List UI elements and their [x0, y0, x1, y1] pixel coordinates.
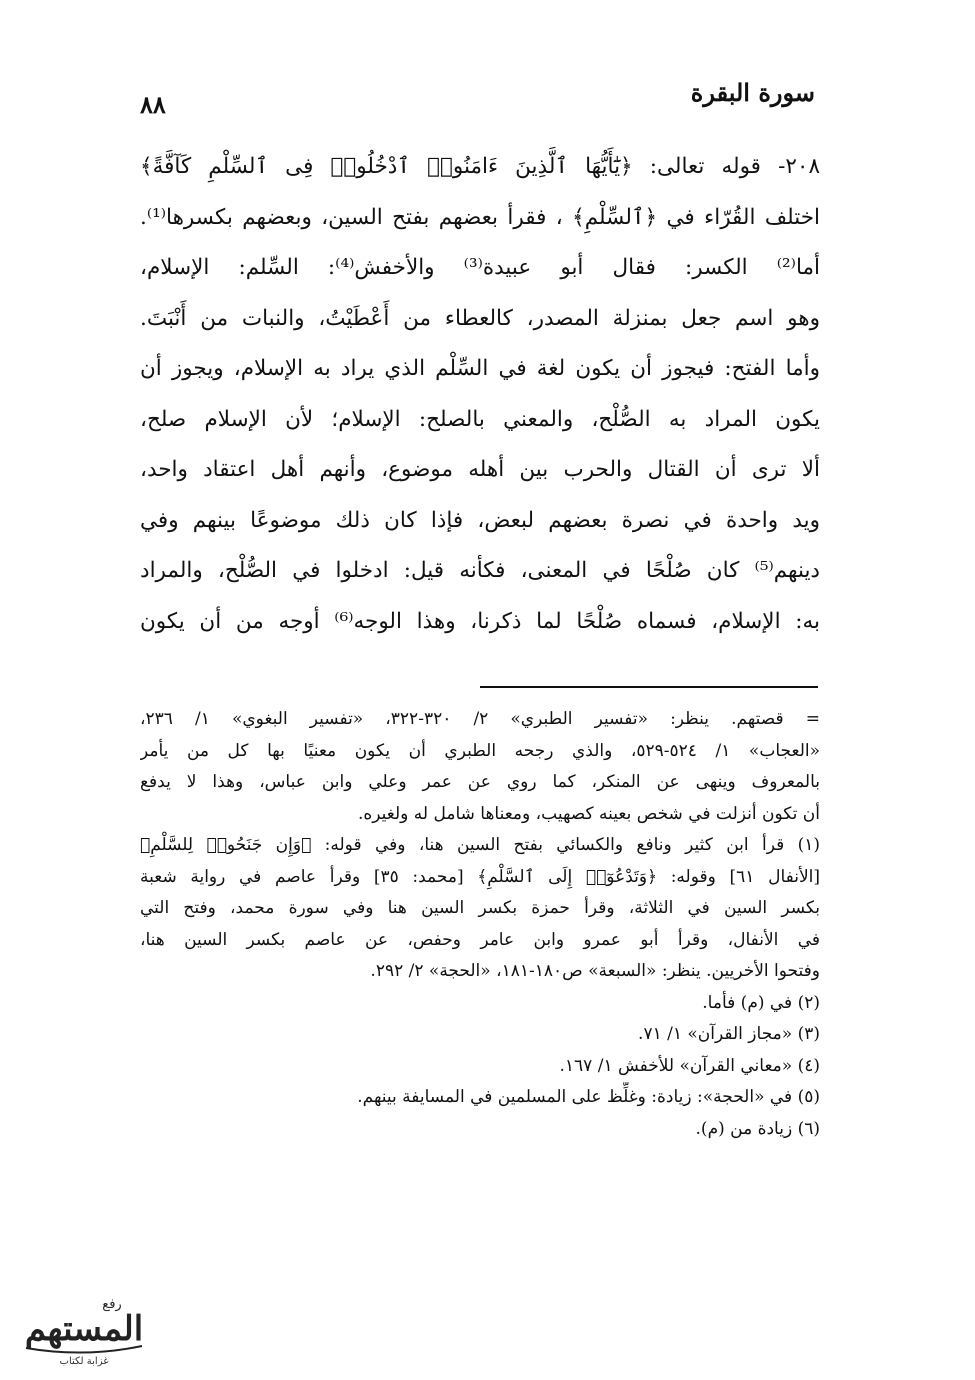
main-line: وأما الفتح: فيجوز أن يكون لغة في السِّلْم الذي يراد به الإسلام، ويجوز أن	[140, 356, 820, 381]
logo-main-text: المستهم	[24, 1309, 144, 1349]
main-line: ويد واحدة في نصرة بعضهم لبعض، فإذا كان ذلك موضوعًا بينهم وفي	[140, 507, 820, 533]
footnote-line: (٤) «معاني القرآن» للأخفش ١/ ١٦٧.	[559, 1055, 820, 1076]
page-header	[140, 78, 815, 118]
surah-title: سورة البقرة	[690, 78, 815, 107]
main-line: وهو اسم جعل بمنزلة المصدر، كالعطاء من أَعْطَيْتُ، والنبات من أَنْبَتَ.	[140, 305, 820, 331]
main-line: ألا ترى أن القتال والحرب بين أهله موضوع، وأنهم أهل اعتقاد واحد،	[140, 457, 820, 482]
footnote-line: (١) قرأ ابن كثير ونافع والكسائي بفتح السين هنا، وفي قوله: ﴿وَإِن جَنَحُوا۟ لِلسَّلْمِ﴾	[140, 835, 820, 855]
footnote-line: في الأنفال، وقرأ أبو عمرو وابن عامر وحفص، عن عاصم بكسر السين هنا،	[140, 929, 820, 950]
footnote-line: = قصتهم. ينظر: «تفسير الطبري» ٢/ ٣٢٠-٣٢٢، «تفسير البغوي» ١/ ٢٣٦،	[140, 709, 820, 729]
footnotes	[140, 704, 820, 1145]
footnote-line: أن تكون أنزلت في شخص بعينه كصهيب، ومعناها شامل له ولغيره.	[357, 803, 820, 824]
main-text	[140, 142, 820, 647]
footnote-line: بكسر السين في الثلاثة، وقرأ حمزة بكسر السين هنا وفي سورة محمد، وفتح التي	[140, 898, 820, 918]
footnote-line: بالمعروف وينهى عن المنكر، كما روي عن عمر وعلي وابن عباس، وهذا لا يدفع	[140, 772, 820, 792]
main-line: اختلف القُرّاء في ﴿ٱلسِّلْمِ﴾ ، فقرأ بعضهم بفتح السين، وبعضهم بكسرها⁽¹⁾.	[140, 204, 820, 230]
footnote-line: (٦) زيادة من (م).	[695, 1118, 820, 1139]
footnote-line: وفتحوا الأخريين. ينظر: «السبعة» ص١٨٠-١٨١، «الحجة» ٢/ ٢٩٢.	[370, 961, 820, 981]
main-line: يكون المراد به الصُّلْح، والمعني بالصلح: الإسلام؛ لأن الإسلام صلح،	[140, 406, 820, 432]
page-number: ٨٨	[140, 90, 166, 119]
footnote-line: (٥) في «الحجة»: زيادة: وغلِّظ على المسلمين في المسايفة بينهم.	[357, 1087, 820, 1107]
footnote-line: «العجاب» ١/ ٥٢٤-٥٢٩، والذي رجحه الطبري أن يكون معنيًا بها كل من يأمر	[140, 740, 820, 761]
publisher-logo	[14, 1288, 154, 1370]
footnote-separator	[480, 686, 818, 688]
main-line: دينهم⁽⁵⁾ كان صُلْحًا في المعنى، فكأنه قيل: ادخلوا في الصُّلْح، والمراد	[140, 558, 820, 583]
footnote-line: (٢) في (م) فأما.	[702, 992, 820, 1013]
footnote-line: [الأنفال ٦١] وقوله: ﴿وَتَدْعُوٓا۟ إِلَى ٱلسَّلْمِ﴾ [محمد: ٣٥] وقرأ عاصم في رواية شعبة	[140, 866, 820, 887]
logo-small-text: رفع	[102, 1297, 122, 1312]
main-line: به: الإسلام، فسماه صُلْحًا لما ذكرنا، وهذا الوجه⁽⁶⁾ أوجه من أن يكون	[140, 608, 820, 634]
footnote-line: (٣) «مجاز القرآن» ١/ ٧١.	[638, 1024, 820, 1044]
logo-sub-text: غزابة لكتاب	[59, 1356, 109, 1367]
main-line: أما⁽²⁾ الكسر: فقال أبو عبيدة⁽³⁾ والأخفش⁽⁴⁾: السِّلم: الإسلام،	[140, 255, 820, 280]
main-line: ٢٠٨- قوله تعالى: ﴿يَٰٓأَيُّهَا ٱلَّذِينَ ءَامَنُوا۟ ٱدْخُلُوا۟ فِى ٱلسِّلْمِ كَآفَّةً﴾	[140, 154, 820, 179]
